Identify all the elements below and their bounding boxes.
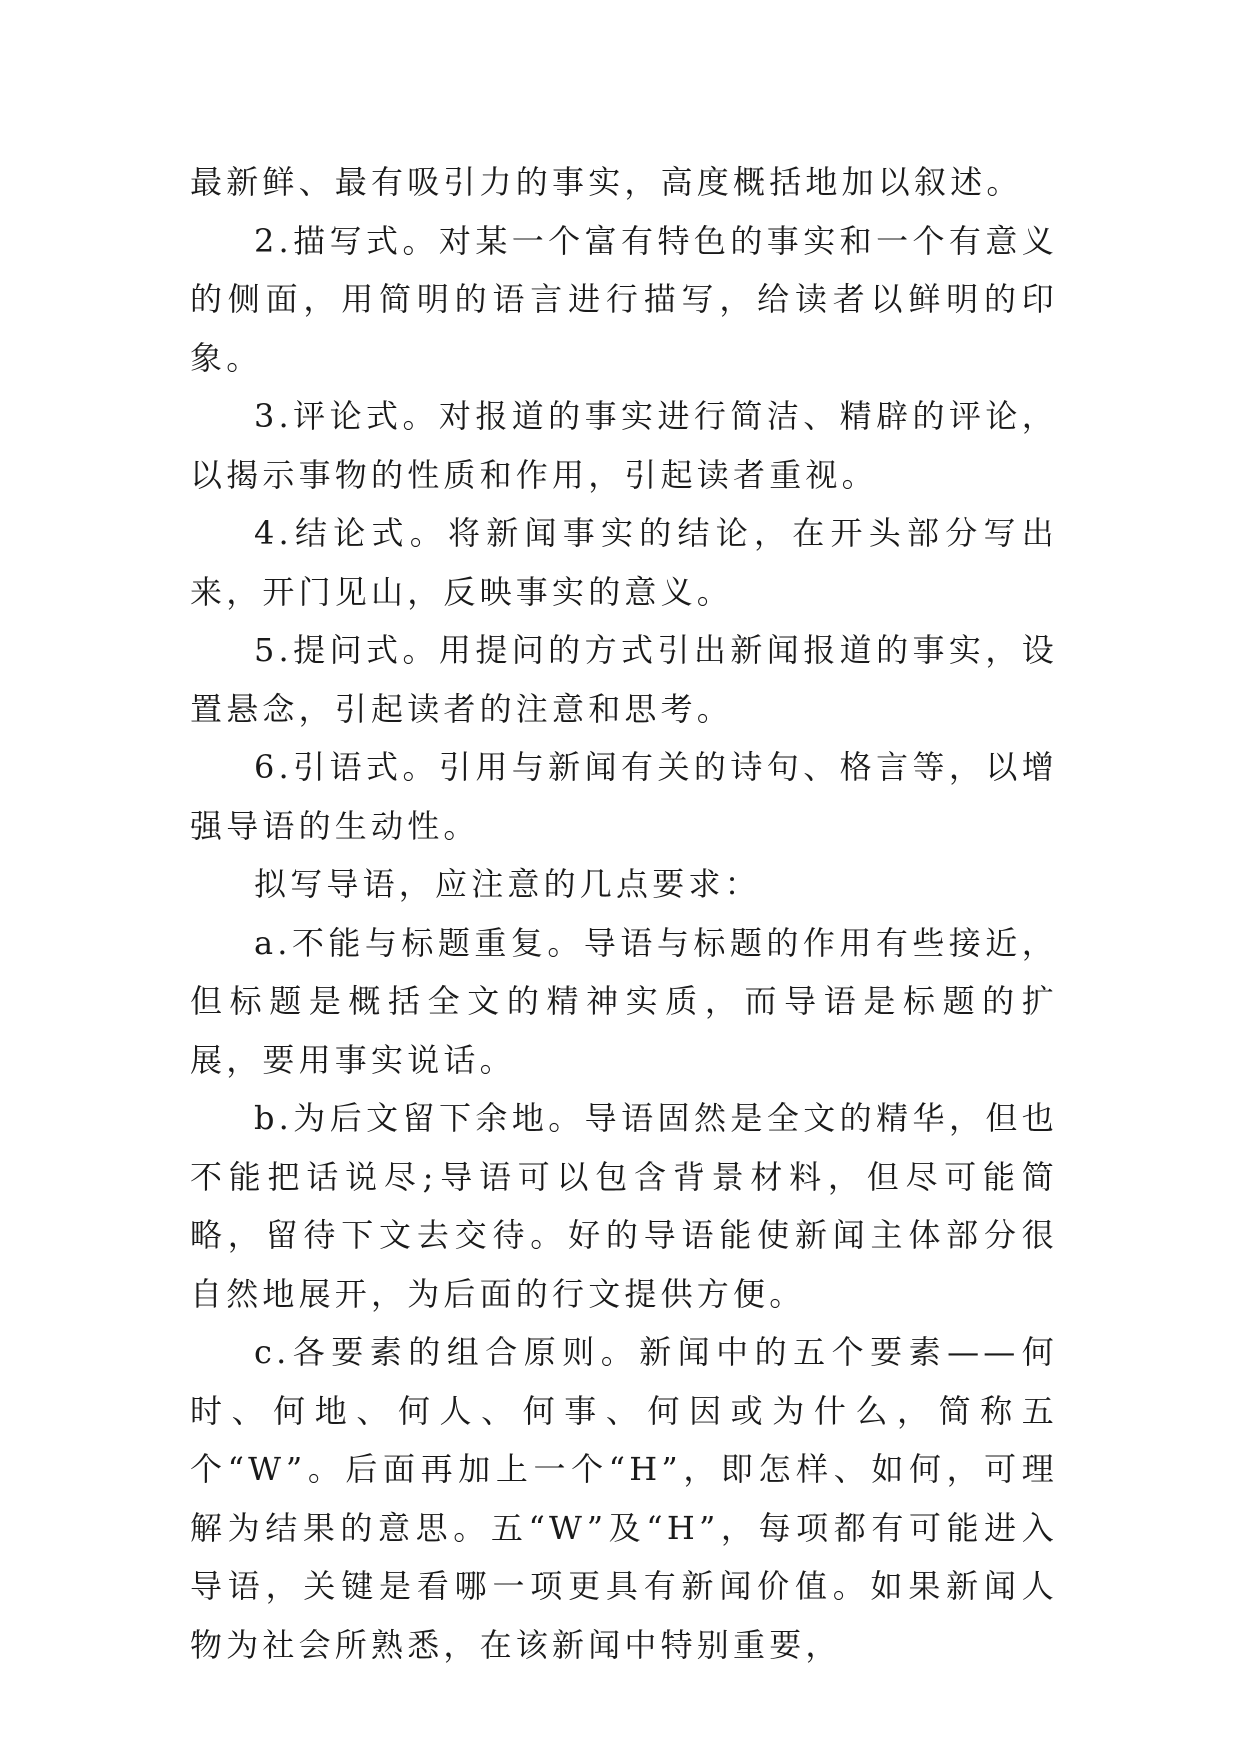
paragraph-conclusion-style: 4.结论式。将新闻事实的结论，在开头部分写出来，开门见山，反映事实的意义。 [190, 514, 1058, 611]
paragraph-question-style: 5.提问式。用提问的方式引出新闻报道的事实，设置悬念，引起读者的注意和思考。 [190, 631, 1058, 728]
paragraph-requirement-c: c.各要素的组合原则。新闻中的五个要素——何时、何地、何人、何事、何因或为什么，简称五个“W”。后面再加上一个“H”，即怎样、如何，可理解为结果的意思。五“W”及“H”，每项都有可能进入导语，关键是看哪一项更具有新闻价值。如果新闻人物为社会所熟悉，在该新闻中特别重要， [190, 1333, 1058, 1664]
paragraph-descriptive-style: 2.描写式。对某一个富有特色的事实和一个有意义的侧面，用简明的语言进行描写，给读者以鲜明的印象。 [190, 221, 1058, 377]
paragraph-requirement-a: a.不能与标题重复。导语与标题的作用有些接近，但标题是概括全文的精神实质，而导语是标题的扩展，要用事实说话。 [190, 923, 1058, 1079]
paragraph-requirements-heading: 拟写导语，应注意的几点要求： [254, 865, 761, 903]
paragraph-commentary-style: 3.评论式。对报道的事实进行简洁、精辟的评论，以揭示事物的性质和作用，引起读者重视。 [190, 397, 1058, 494]
paragraph-requirement-b: b.为后文留下余地。导语固然是全文的精华，但也不能把话说尽;导语可以包含背景材料，但尽可能简略，留待下文去交待。好的导语能使新闻主体部分很自然地展开，为后面的行文提供方便。 [190, 1099, 1058, 1313]
paragraph-quotation-style: 6.引语式。引用与新闻有关的诗句、格言等，以增强导语的生动性。 [190, 748, 1058, 845]
paragraph-intro-continuation: 最新鲜、最有吸引力的事实，高度概括地加以叙述。 [190, 163, 1023, 201]
document-body [190, 153, 1058, 1674]
